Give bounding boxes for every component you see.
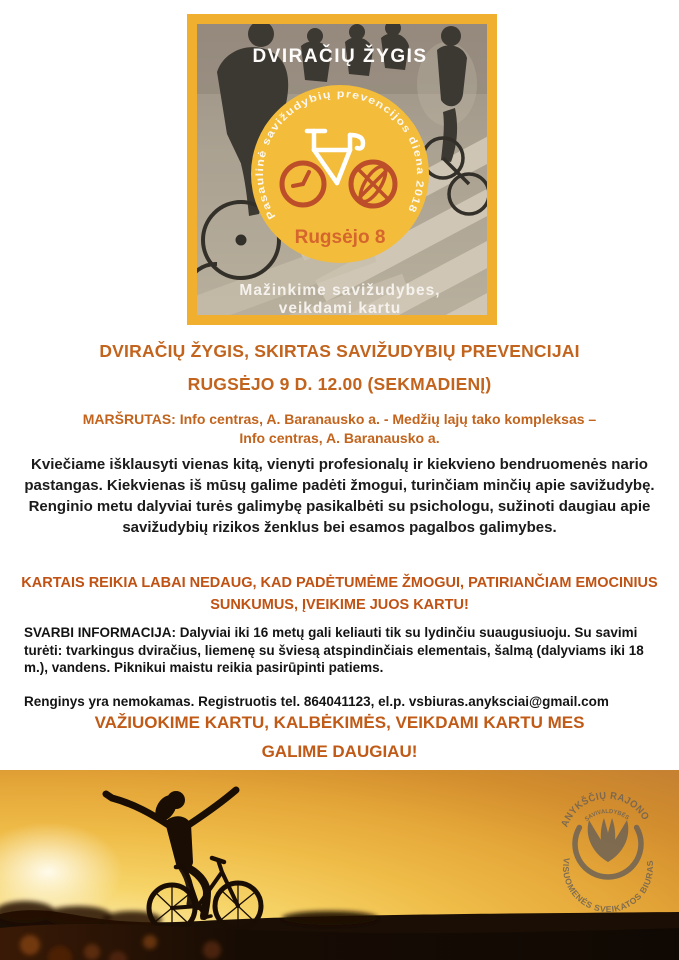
- badge-date: Rugsėjo 8: [294, 227, 386, 248]
- card-slogan-line2: veikdami kartu: [278, 300, 402, 315]
- closing-line2: GALIME DAUGIAU!: [261, 742, 418, 761]
- crank: [194, 902, 202, 910]
- card-photo-scene: [197, 24, 487, 315]
- route-line2: Info centras, A. Baranausko a.: [239, 430, 440, 446]
- closing-slogan: [0, 708, 679, 766]
- important-info-paragraph: SVARBI INFORMACIJA: Dalyviai iki 16 metų gali keliauti tik su lydinčiu suaugusiuoju. Su savimi turėti: tvarkingus dviračius, liemenę su šviesą atspindinčiais elementais, šalmą (dalyviams iki 18 m.), vandens. Piknikui maistu reikia pasirūpinti patiems.: [24, 625, 644, 675]
- main-heading-line2: RUGSĖJO 9 D. 12.00 (SEKMADIENĮ): [187, 374, 492, 394]
- highlight-paragraph: KARTAIS REIKIA LABAI NEDAUG, KAD PADĖTUMĖME ŽMOGUI, PATIRIANČIAM EMOCINIUS SUNKUMUS, ĮVEIKIME JUOS KARTU!: [21, 575, 658, 613]
- main-heading-line1: DVIRAČIŲ ŽYGIS, SKIRTAS SAVIŽUDYBIŲ PREVENCIJAI: [99, 341, 580, 361]
- card-slogan-line1: Mažinkime savižudybes,: [239, 282, 441, 299]
- logo-arc-top-text: ANYKŠČIŲ RAJONO: [559, 790, 652, 829]
- sunset-photo: [0, 770, 679, 960]
- logo-arc-bottom-text: VISUOMENĖS SVEIKATOS BIURAS: [560, 857, 656, 915]
- badge-arc-text: Pasaulinė savižudybių prevencijos diena 2018: [253, 88, 427, 222]
- registration-line: Renginys yra nemokamas. Registruotis tel. 864041123, el.p. vsbiuras.anyksciai@gmail.com: [24, 694, 609, 709]
- intro-paragraph: Kviečiame išklausyti vienas kitą, vienyti profesionalų ir kiekvieno bendruomenės nario pastangas. Kiekvienas iš mūsų galime padėti žmogui, turinčiam minčių apie savižudybę. Renginio metu dalyviai turės galimybę pasikalbėti su psichologu, sužinoti daugiau apie savižudybių rizikos ženklus bei esamos pagalbos galimybes.: [24, 456, 655, 536]
- route-info: [0, 410, 679, 448]
- closing-line1: VAŽIUOKIME KARTU, KALBĖKIMĖS, VEIKDAMI KARTU MES: [94, 713, 585, 732]
- event-card: [187, 14, 497, 325]
- card-title: DVIRAČIŲ ŽYGIS: [252, 46, 428, 67]
- logo-arc-sub-text: SAVIVALDYBĖS: [584, 809, 630, 823]
- route-line1: MARŠRUTAS: Info centras, A. Baranausko a. - Medžių lajų tako kompleksas –: [82, 411, 597, 427]
